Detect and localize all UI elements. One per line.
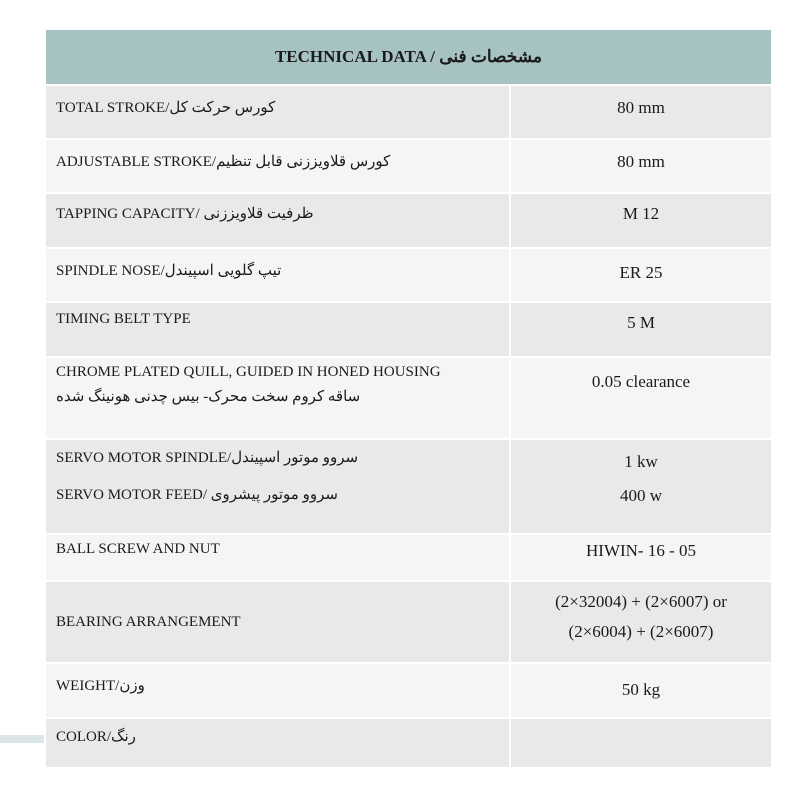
row-label — [45, 439, 510, 534]
table-row-total-stroke — [45, 85, 772, 139]
row-value: 0.05 clearance — [510, 357, 772, 439]
row-label — [45, 248, 510, 302]
table-row-tapping-capacity — [45, 193, 772, 248]
label-en: TAPPING CAPACITY/ — [56, 206, 200, 222]
table-row-ball-screw — [45, 534, 772, 581]
label-en: SERVO MOTOR SPINDLE/ — [56, 450, 232, 466]
row-value: ER 25 — [510, 248, 772, 302]
row-label — [45, 302, 510, 357]
label-en: BALL SCREW AND NUT — [56, 541, 220, 557]
table-title — [45, 29, 772, 85]
bearing-value-2: (2×6004) + (2×6007) — [568, 622, 714, 641]
row-label — [45, 663, 510, 718]
row-label — [45, 581, 510, 663]
label-fa: ظرفیت قلاویززنی — [203, 206, 314, 222]
row-label — [45, 139, 510, 193]
title-en: TECHNICAL DATA / — [274, 47, 435, 66]
bearing-value-1: (2×32004) + (2×6007) or — [555, 592, 727, 611]
table-row-color — [45, 718, 772, 768]
table-row-adjustable-stroke — [45, 139, 772, 193]
label-en: COLOR/ — [56, 729, 112, 745]
table-row-spindle-nose — [45, 248, 772, 302]
table-row-servo-motors — [45, 439, 772, 534]
label-fa: وزن — [119, 678, 145, 694]
row-value — [510, 581, 772, 663]
servo-spindle-label — [56, 448, 501, 467]
row-value — [510, 439, 772, 534]
table-header-row — [45, 29, 772, 85]
row-value: 80 mm — [510, 85, 772, 139]
row-value: 50 kg — [510, 663, 772, 718]
label-fa: رنگ — [111, 729, 136, 745]
technical-data-table — [44, 28, 773, 769]
label-en: ADJUSTABLE STROKE/ — [56, 154, 217, 170]
label-en: TOTAL STROKE/ — [56, 100, 170, 116]
label-en: TIMING BELT TYPE — [56, 311, 191, 327]
label-fa: ساقه کروم سخت محرک- بیس چدنی هونینگ شده — [56, 389, 361, 405]
row-value: 80 mm — [510, 139, 772, 193]
table-row-timing-belt — [45, 302, 772, 357]
row-value: HIWIN- 16 - 05 — [510, 534, 772, 581]
row-label — [45, 534, 510, 581]
label-en: WEIGHT/ — [56, 678, 120, 694]
row-value — [510, 718, 772, 768]
servo-spindle-value: 1 kw — [624, 452, 658, 471]
row-value: 5 M — [510, 302, 772, 357]
row-label — [45, 193, 510, 248]
table-row-quill — [45, 357, 772, 439]
servo-feed-value: 400 w — [619, 486, 663, 505]
label-en: SPINDLE NOSE/ — [56, 263, 165, 279]
row-label — [45, 357, 510, 439]
row-label — [45, 718, 510, 768]
table-row-weight — [45, 663, 772, 718]
decorative-accent-line — [0, 735, 44, 743]
label-fa: کورس قلاویززنی قابل تنظیم — [216, 154, 391, 170]
label-en: CHROME PLATED QUILL, GUIDED IN HONED HOUSING — [56, 364, 441, 380]
label-fa: تیپ گلویی اسپیندل — [164, 263, 282, 279]
label-en: SERVO MOTOR FEED/ — [56, 487, 208, 503]
servo-feed-label — [56, 485, 501, 504]
title-fa: مشخصات فنی — [439, 47, 543, 66]
table-row-bearing — [45, 581, 772, 663]
row-label — [45, 85, 510, 139]
label-fa: کورس حرکت کل — [169, 100, 276, 116]
label-en: BEARING ARRANGEMENT — [56, 613, 241, 630]
row-value: M 12 — [510, 193, 772, 248]
label-fa: سروو موتور پیشروی — [210, 487, 338, 503]
label-fa: سروو موتور اسپیندل — [231, 450, 359, 466]
